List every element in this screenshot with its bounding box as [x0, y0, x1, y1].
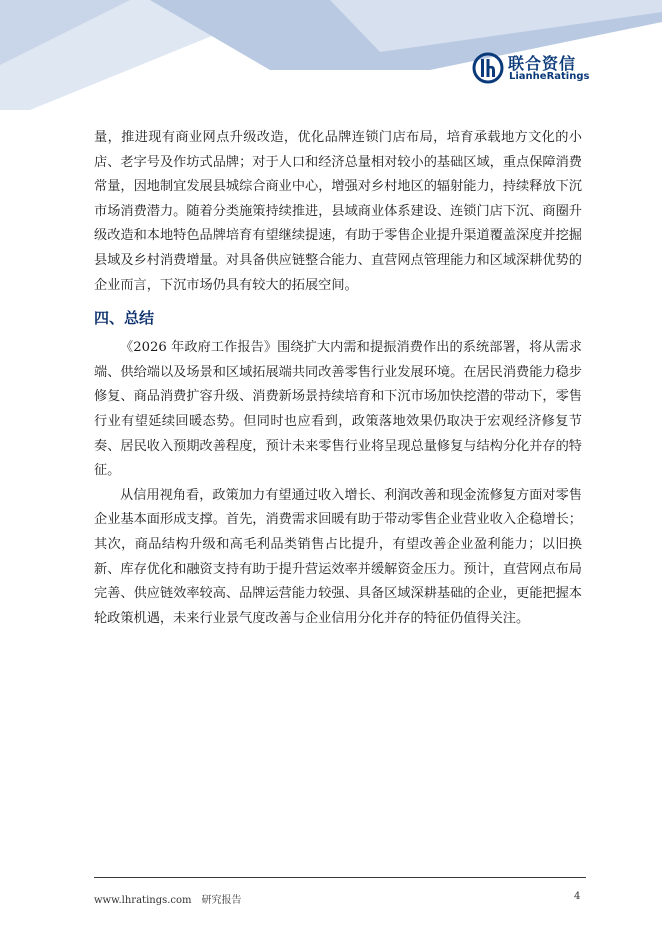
- footer-source: [94, 891, 242, 906]
- footer-divider: [94, 877, 586, 878]
- paragraph-summary-1: 《2026 年政府工作报告》围绕扩大内需和提振消费作出的系统部署，将从需求端、供给端以及场景和区域拓展端共同改善零售行业发展环境。在居民消费能力稳步修复、商品消费扩容升级、消费新场景持续培育和下沉市场加快挖潜的带动下，零售行业有望延续回暖态势。但同时也应看到，政策落地效果仍取决于宏观经济修复节奏、居民收入预期改善程度，预计未来零售行业将呈现总量修复与结构分化并存的特征。: [94, 340, 582, 479]
- section-heading: 四、总结: [94, 309, 155, 328]
- header-band: [0, 0, 662, 110]
- footer-url-link[interactable]: www.lhratings.com: [94, 895, 192, 906]
- company-logo: [472, 50, 592, 90]
- footer-report-label: 研究报告: [201, 895, 242, 906]
- paragraph-continued: 量，推进现有商业网点升级改造，优化品牌连锁门店布局，培育承载地方文化的小店、老字号及作坊式品牌；对于人口和经济总量相对较小的基础区域，重点保障消费常量，因地制宜发展县城综合商业中心，增强对乡村地区的辐射能力，持续释放下沉市场消费潜力。随着分类施策持续推进，县域商业体系建设、连锁门店下沉、商圈升级改造和本地特色品牌培育有望继续提速，有助于零售企业提升渠道覆盖深度并挖掘县域及乡村消费增量。对具备供应链整合能力、直营网点管理能力和区域深耕优势的企业而言，下沉市场仍具有较大的拓展空间。: [94, 130, 582, 293]
- paragraph-summary-2: 从信用视角看，政策加力有望通过收入增长、利润改善和现金流修复方面对零售企业基本面形成支撑。首先，消费需求回暖有助于带动零售企业营业收入企稳增长；其次，商品结构升级和高毛利品类销售占比提升，有望改善企业盈利能力；以旧换新、库存优化和融资支持有助于提升营运效率并缓解资金压力。预计，直营网点布局完善、供应链效率较高、品牌运营能力较强、具备区域深耕基础的企业，更能把握本轮政策机遇，未来行业景气度改善与企业信用分化并存的特征仍值得关注。: [94, 487, 582, 626]
- logo-chinese-name: 联合资信: [508, 54, 577, 73]
- page-number: 4: [574, 891, 581, 902]
- lianhe-logo-icon: [472, 52, 504, 84]
- logo-english-name: LianheRatings: [509, 71, 590, 82]
- report-body: [94, 126, 582, 631]
